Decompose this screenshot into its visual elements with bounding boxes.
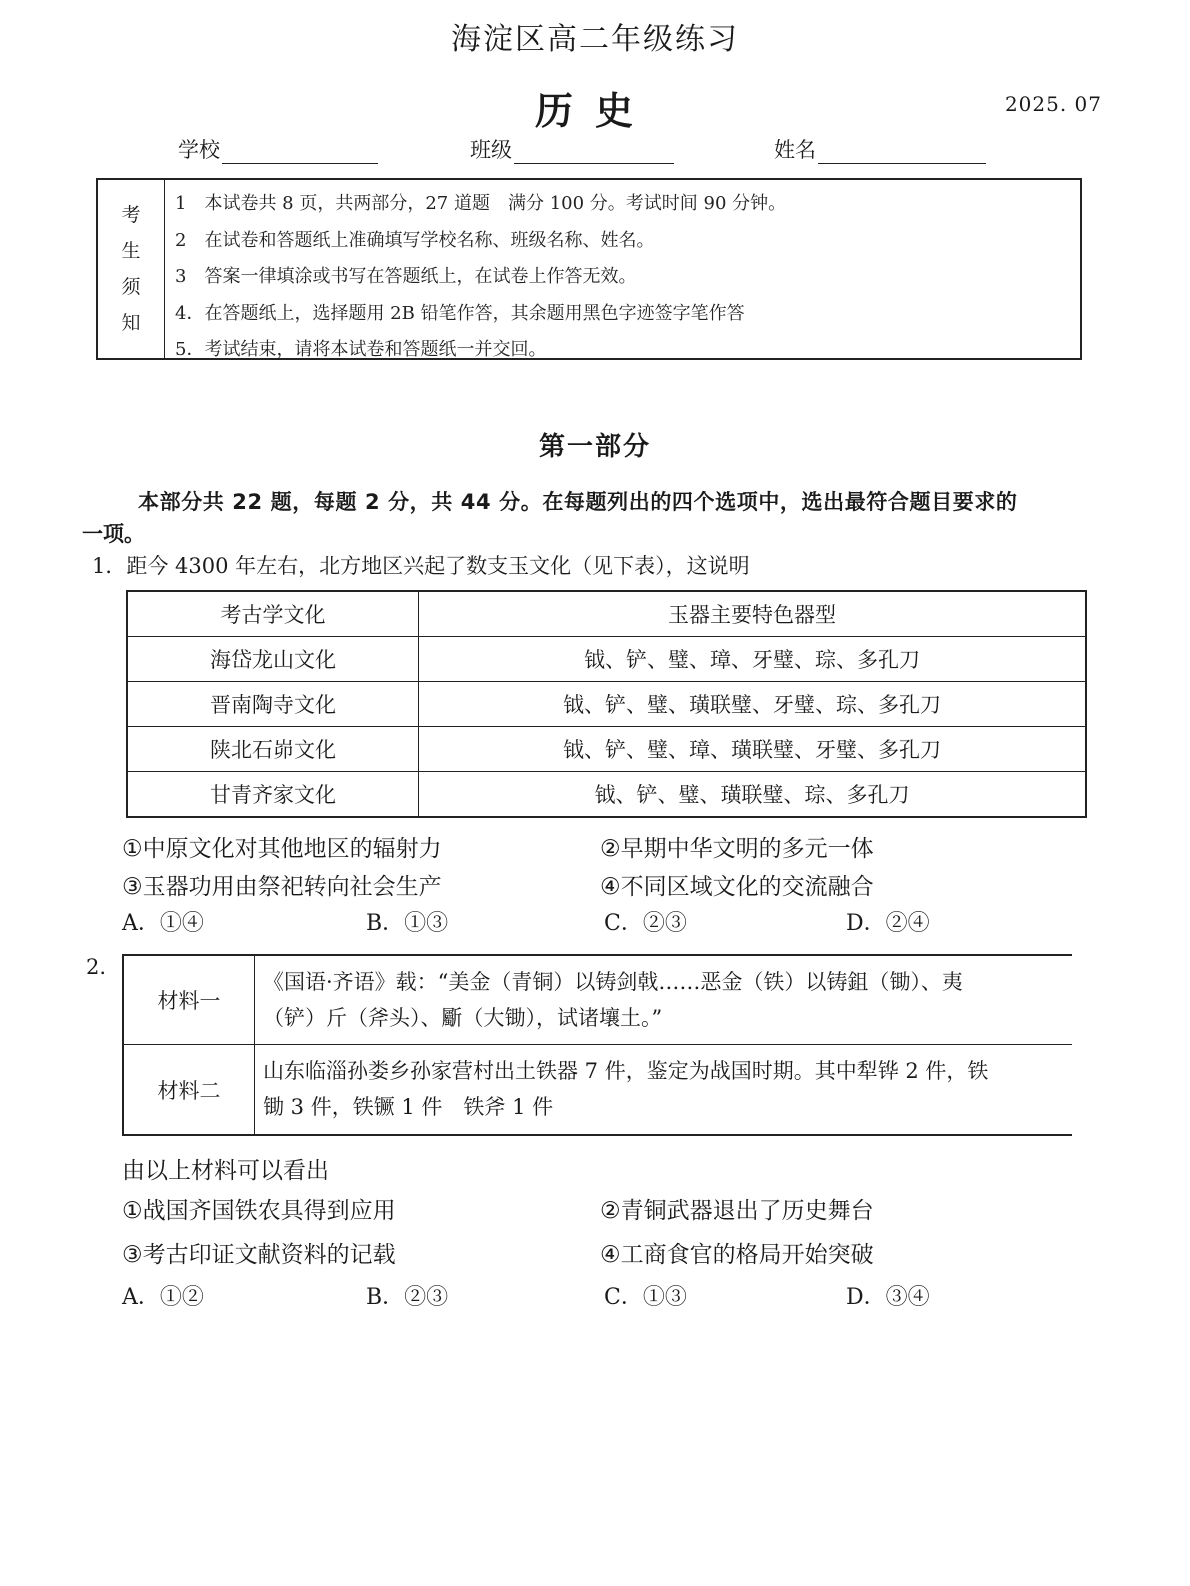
q2-option: ③考古印证文献资料的记载 bbox=[122, 1242, 396, 1268]
q1-option: ④不同区域文化的交流融合 bbox=[600, 874, 874, 900]
question-2-number: 2. bbox=[86, 955, 107, 979]
q2-option: ④工商食官的格局开始突破 bbox=[600, 1242, 874, 1268]
name-label: 姓名 bbox=[774, 138, 816, 162]
q2-choice-c[interactable]: C．①③ bbox=[604, 1285, 687, 1310]
material-label: 材料一 bbox=[124, 956, 255, 1044]
table-cell: 钺、铲、璧、璜联璧、牙璧、琮、多孔刀 bbox=[419, 682, 1087, 727]
table-cell: 钺、铲、璧、璋、璜联璧、牙璧、多孔刀 bbox=[419, 727, 1087, 772]
table-row bbox=[127, 772, 1086, 818]
table-row bbox=[127, 727, 1086, 772]
notice-label-char: 知 bbox=[121, 312, 141, 334]
material-line: 锄 3 件，铁镢 1 件 铁斧 1 件 bbox=[263, 1095, 554, 1119]
table-cell: 甘青齐家文化 bbox=[127, 772, 419, 818]
question-2-materials-table bbox=[122, 954, 1072, 1136]
q1-choice-d[interactable]: D．②④ bbox=[846, 911, 930, 936]
q2-choice-b[interactable]: B．②③ bbox=[366, 1285, 449, 1310]
material-line: （铲）斤（斧头）、斸（大锄），试诸壤土。” bbox=[263, 1006, 663, 1030]
material-text bbox=[255, 956, 1072, 1044]
name-blank[interactable] bbox=[818, 139, 986, 164]
table-header-cell: 玉器主要特色器型 bbox=[419, 591, 1087, 637]
subject-title: 历史 bbox=[534, 88, 655, 133]
q1-choice-a[interactable]: A．①④ bbox=[122, 911, 204, 936]
q1-option: ②早期中华文明的多元一体 bbox=[600, 836, 874, 862]
notice-label-char: 生 bbox=[121, 240, 141, 262]
exam-title: 海淀区高二年级练习 bbox=[451, 22, 739, 57]
exam-notice-box bbox=[96, 178, 1082, 360]
table-row bbox=[127, 682, 1086, 727]
material-text bbox=[255, 1045, 1072, 1134]
q1-choice-c[interactable]: C．②③ bbox=[604, 911, 687, 936]
part-intro bbox=[82, 486, 1090, 550]
material-label: 材料二 bbox=[124, 1045, 255, 1134]
table-header-row bbox=[127, 591, 1086, 637]
notice-items bbox=[165, 180, 1080, 358]
q2-option: ①战国齐国铁农具得到应用 bbox=[122, 1198, 396, 1224]
table-row bbox=[124, 956, 1072, 1045]
question-1-stem: 1．距今 4300 年左右，北方地区兴起了数支玉文化（见下表），这说明 bbox=[92, 554, 750, 578]
notice-item: 2 在试卷和答题纸上准确填写学校名称、班级名称、姓名。 bbox=[175, 229, 655, 251]
notice-item: 3 答案一律填涂或书写在答题纸上，在试卷上作答无效。 bbox=[175, 266, 637, 287]
table-cell: 钺、铲、璧、璜联璧、琮、多孔刀 bbox=[419, 772, 1087, 818]
table-cell: 海岱龙山文化 bbox=[127, 637, 419, 682]
table-cell: 陕北石峁文化 bbox=[127, 727, 419, 772]
name-field bbox=[774, 134, 986, 164]
question-1-table bbox=[126, 590, 1087, 818]
notice-item: 1 本试卷共 8 页，共两部分，27 道题 满分 100 分。考试时间 90 分钟。 bbox=[175, 193, 787, 214]
notice-label bbox=[98, 180, 165, 358]
table-row bbox=[124, 1045, 1072, 1134]
class-field bbox=[470, 134, 674, 164]
exam-date: 2025. 07 bbox=[1004, 92, 1102, 116]
table-cell: 钺、铲、璧、璋、牙璧、琮、多孔刀 bbox=[419, 637, 1087, 682]
class-blank[interactable] bbox=[514, 139, 674, 164]
school-blank[interactable] bbox=[222, 139, 378, 164]
question-2-lead: 由以上材料可以看出 bbox=[122, 1158, 329, 1184]
class-label: 班级 bbox=[470, 138, 512, 162]
notice-label-char: 须 bbox=[121, 276, 141, 298]
q2-choice-d[interactable]: D．③④ bbox=[846, 1285, 930, 1310]
part-intro-line: 一项。 bbox=[82, 522, 145, 546]
q2-option: ②青铜武器退出了历史舞台 bbox=[600, 1198, 874, 1224]
q2-choice-a[interactable]: A．①② bbox=[122, 1285, 204, 1310]
table-row bbox=[127, 637, 1086, 682]
school-label: 学校 bbox=[178, 138, 220, 162]
notice-item: 4．在答题纸上，选择题用 2B 铅笔作答，其余题用黑色字迹签字笔作答 bbox=[175, 302, 745, 324]
material-line: 《国语·齐语》载：“美金（青铜）以铸剑戟……恶金（铁）以铸鉏（锄）、夷 bbox=[263, 970, 963, 994]
notice-label-char: 考 bbox=[121, 204, 141, 226]
q1-option: ①中原文化对其他地区的辐射力 bbox=[122, 836, 442, 862]
student-info-fields bbox=[178, 134, 1038, 170]
table-header-cell: 考古学文化 bbox=[127, 591, 419, 637]
part-title: 第一部分 bbox=[538, 432, 651, 462]
notice-item: 5．考试结束，请将本试卷和答题纸一并交回。 bbox=[175, 339, 547, 360]
part-intro-line: 本部分共 22 题，每题 2 分，共 44 分。在每题列出的四个选项中，选出最符合题目要求的 bbox=[138, 490, 1018, 514]
q1-choice-b[interactable]: B．①③ bbox=[366, 911, 449, 936]
school-field bbox=[178, 134, 378, 164]
material-line: 山东临淄孙娄乡孙家营村出土铁器 7 件，鉴定为战国时期。其中犁铧 2 件，铁 bbox=[263, 1059, 989, 1083]
table-cell: 晋南陶寺文化 bbox=[127, 682, 419, 727]
q1-option: ③玉器功用由祭祀转向社会生产 bbox=[122, 874, 442, 900]
